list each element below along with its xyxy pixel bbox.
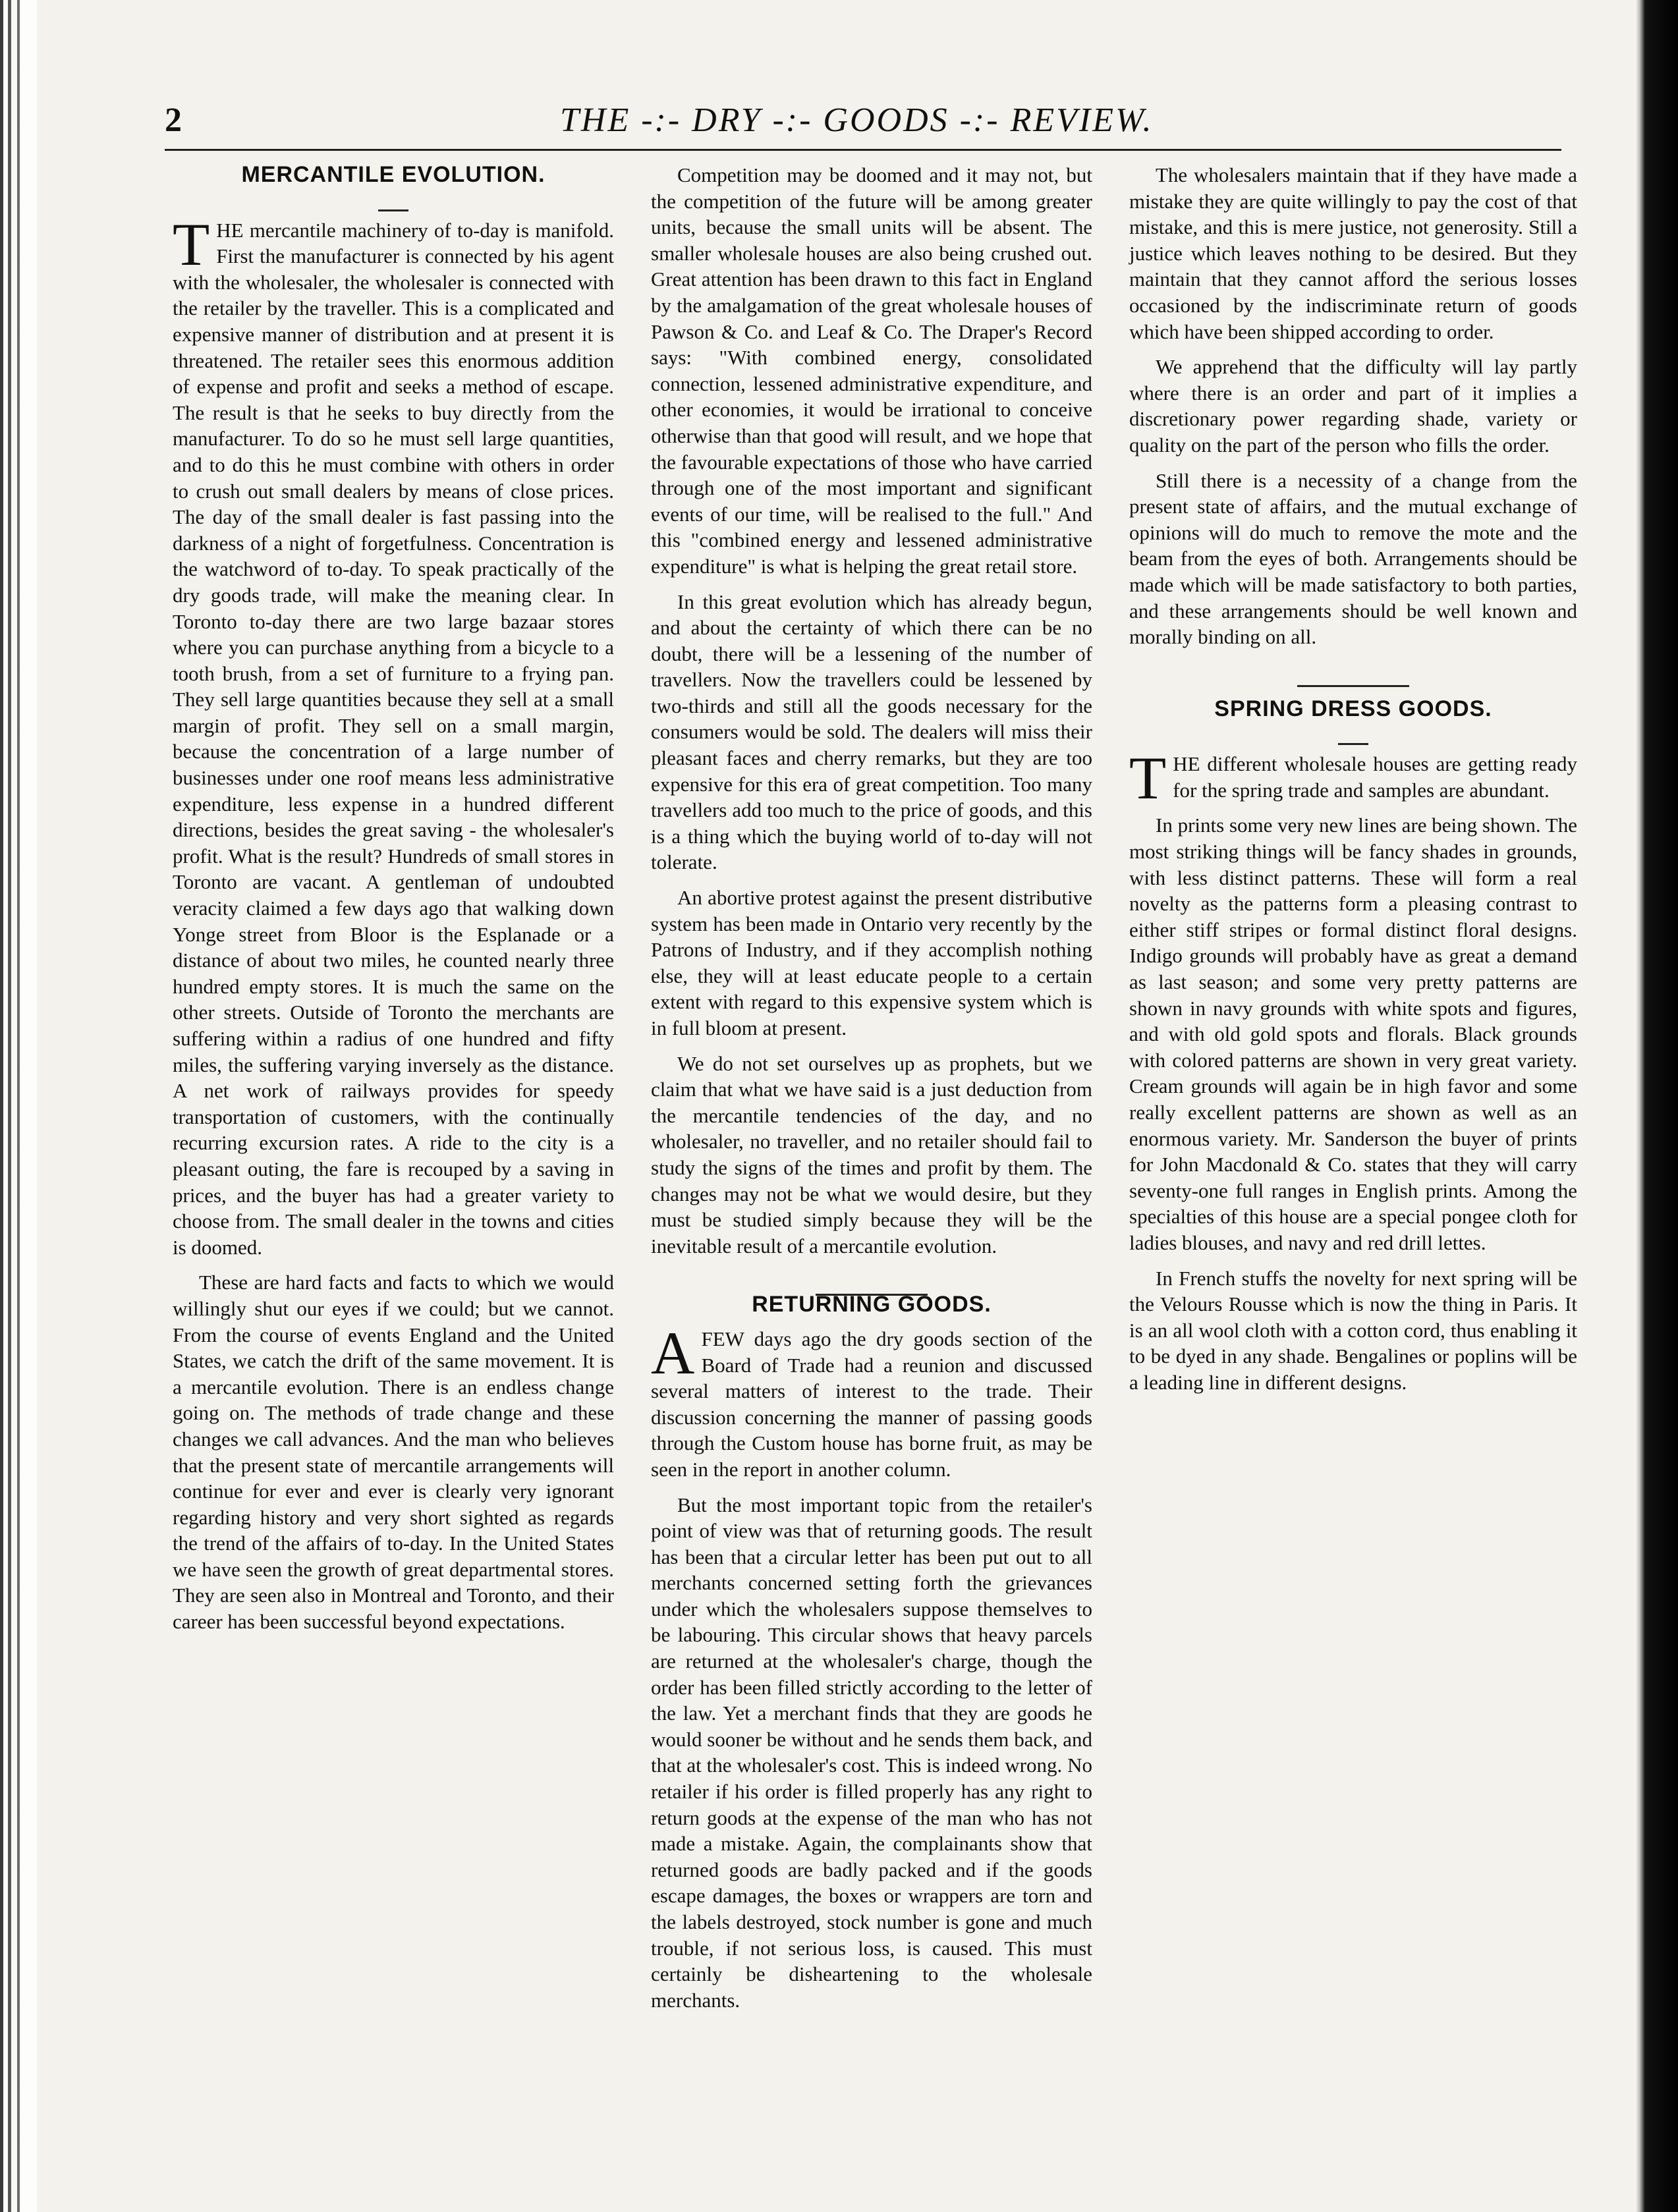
title-dash — [173, 196, 614, 213]
article-title-spring-dress-goods: SPRING DRESS GOODS. — [1214, 696, 1492, 721]
section-separator — [1129, 667, 1577, 670]
journal-title: THE -:- DRY -:- GOODS -:- REVIEW. — [560, 101, 1154, 139]
scan-left-edge — [0, 0, 37, 2212]
article-paragraph: We do not set ourselves up as prophets, but we claim that what we have said is a just deduction from the mercantile tendencies of the day, and no wholesaler, no traveller, and no retailer should fail to study the signs of the times and profit by them. The changes may not be what we would desire, but they must be studied simply because they will be the inevitable result of a mercantile evolution. — [651, 1051, 1092, 1258]
article-title-returning-goods: RETURNING GOODS. — [752, 1292, 992, 1317]
article-paragraph: AFEW days ago the dry goods section of the Board of Trade had a reunion and discussed several matters of interest to the trade. Their discussion concerning the manner of passing goods through the Custom house has borne fruit, as may be seen in the report in another column. — [651, 1319, 1092, 1481]
article-paragraph: In prints some very new lines are being shown. The most striking things will be fancy shades in grounds, with less distinct patterns. These will form a real novelty as the patterns form a pleasing contrast to either stiff stripes or formal distinct floral designs. Indigo grounds will probably have as great a demand as last season; and some very pretty patterns are shown in navy grounds with white spots and figures, and with old gold spots and florals. Black grounds with colored patterns are shown in very great variety. Cream grounds will again be in high favor and some really excellent patterns are shown as well as an enormous variety. Mr. Sanderson the buyer of prints for John Macdonald & Co. states that they will carry seventy-one full ranges in English prints. Among the specialties of this house are a special pongee cloth for ladies blouses, and navy and red drill lettes. — [1129, 814, 1577, 1254]
page-number: 2 — [165, 101, 184, 139]
column-1 — [173, 162, 614, 1644]
header-rule — [165, 149, 1561, 151]
title-dash — [1129, 730, 1577, 747]
article-paragraph: THE mercantile machinery of to-day is manifold. First the manufacturer is connected by his agent with the wholesaler, the wholesaler is connected with the retailer by the traveller. This is a complicated and expensive manner of distribution and at present it is threatened. The retailer sees this enormous addition of expense and profit and seeks a method of escape. The result is that he seeks to buy directly from the manufacturer. To do so he must sell large quantities, and to do this he must combine with others in order to crush out small dealers by means of close prices. The day of the small dealer is fast passing into the darkness of a night of forgetfulness. Concentration is the watchword of to-day. To speak practically of the dry goods trade, will make the meaning clear. In Toronto to-day there are two large bazaar stores where you can purchase anything from a bicycle to a tooth brush, from a set of furniture to a frying pan. They sell large quantities because they sell at a small margin of profit. They sell on a small margin, because the concentration of a large number of businesses under one roof means less administrative expenditure, less expense in a hundred different directions, besides the great saving - the wholesaler's profit. What is the result? Hundreds of small stores in Toronto are vacant. A gentleman of undoubted veracity claimed a few days ago that walking down Yonge street from Bloor is the Esplanade or a distance of about two miles, he counted nearly three hundred empty stores. It is much the same on the other streets. Outside of Toronto the merchants are suffering within a radius of one hundred and fifty miles, the suffering varying inversely as the distance. A net work of railways provides for speedy transportation of customers, with the continually recurring excursion rates. A ride to the city is a pleasant outing, the fare is recouped by a saving in prices, and the buyer has had a greater variety to choose from. The small dealer in the towns and cities is doomed. — [173, 210, 614, 1259]
drop-cap: A — [651, 1319, 695, 1387]
page-header — [165, 97, 1548, 144]
article-paragraph: We apprehend that the difficulty will lay partly where there is an order and part of it implies a discretionary power regarding shade, variety or quality on the part of the person who fills the order. — [1129, 355, 1577, 456]
article-paragraph: In this great evolution which has already begun, and about the certainty of which there can be no doubt, there will be a lessening of the number of travellers. Now the travellers could be lessened by two-thirds and still all the goods necessary for the consumers would be sold. The dealers will miss their pleasant faces and cherry remarks, but they are too expensive for this era of great competition. Too many travellers add too much to the price of goods, and this is a thing which the buying world of to-day will not tolerate. — [651, 590, 1092, 874]
article-paragraph: Still there is a necessity of a change from the present state of affairs, and the mutual exchange of opinions will do much to remove the mote and the beam from the eyes of both. Arrangements should be made which will be made satisfactory to both parties, and these arrangements should be well known and morally binding on all. — [1129, 468, 1577, 649]
column-2 — [651, 162, 1092, 2022]
article-paragraph: THE different wholesale houses are getting ready for the spring trade and samples are abundant. — [1129, 744, 1577, 812]
drop-cap: T — [1129, 744, 1167, 812]
column-3 — [1129, 162, 1577, 1405]
article-title-mercantile-evolution: MERCANTILE EVOLUTION. — [241, 162, 545, 187]
section-separator — [651, 1276, 1092, 1279]
drop-cap: T — [173, 210, 210, 278]
article-paragraph: But the most important topic from the retailer's point of view was that of returning goods. The result has been that a circular letter has been put out to all merchants concerned setting forth the grievances under which the wholesalers suppose themselves to be labouring. This circular shows that heavy parcels are returned at the wholesaler's charge, though the order has been filled strictly according to the letter of the law. Yet a merchant finds that they are goods he would sooner be without and he sends them back, and that at the wholesaler's cost. This is indeed wrong. No retailer if his order is filled properly has any right to return goods at the expense of the man who has not made a mistake. Again, the complainants show that returned goods are badly packed and if the goods escape damages, the boxes or wrappers are torn and the labels destroyed, stock number is gone and much trouble, if not serious loss, is caused. This must certainly be disheartening to the wholesale merchants. — [651, 1493, 1092, 2012]
article-paragraph: The wholesalers maintain that if they have made a mistake they are quite willingly to pay the cost of that mistake, and this is mere justice, not generosity. Still a justice which leaves nothing to be desired. But they maintain that they cannot afford the serious losses occasioned by the indiscriminate return of goods which have been shipped according to order. — [1129, 163, 1577, 343]
article-paragraph: These are hard facts and facts to which we would willingly shut our eyes if we could; but we cannot. From the course of events England and the United States, we catch the drift of the same movement. It is a mercantile evolution. There is an endless change going on. The methods of trade change and these changes we call advances. And the man who believes that the present state of mercantile arrangements will continue for ever and ever is clearly very ignorant regarding history and very short sighted as regards the trend of the affairs of to-day. In the United States we have seen the growth of great departmental stores. They are seen also in Montreal and Toronto, and their career has been successful beyond expectations. — [173, 1271, 614, 1634]
article-paragraph: An abortive protest against the present distributive system has been made in Ontario very recently by the Patrons of Industry, and if they accomplish nothing else, they will at least educate people to a certain extent with regard to this expensive system which is in full bloom at present. — [651, 886, 1092, 1039]
article-paragraph: Competition may be doomed and it may not, but the competition of the future will be among greater units, because the small units will be absent. The smaller wholesale houses are also being crushed out. Great attention has been drawn to this fact in England by the amalgamation of the great wholesale houses of Pawson & Co. and Leaf & Co. The Draper's Record says: "With combined energy, consolidated connection, lessened administrative expenditure, and other economies, it would be irrational to conceive otherwise than that good will result, and we hope that the favourable expectations of those who have carried through one of the most important and significant events of our time, will be realised to the full." And this "combined energy and lessened administrative expenditure" is what is helping the great retail store. — [651, 163, 1092, 578]
article-paragraph: In French stuffs the novelty for next spring will be the Velours Rousse which is now the thing in Paris. It is an all wool cloth with a cotton cord, thus enabling it to be dyed in any shade. Bengalines or poplins will be a leading line in different designs. — [1129, 1266, 1577, 1394]
scan-right-edge — [1636, 0, 1678, 2212]
